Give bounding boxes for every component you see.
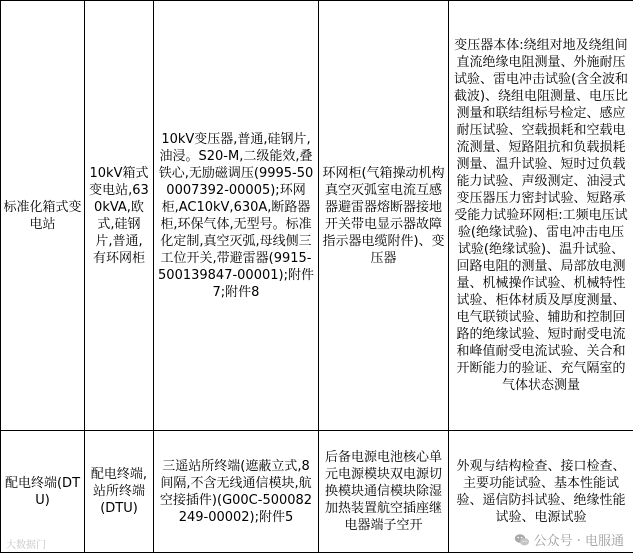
watermark-right	[511, 529, 627, 550]
standard-spec: 三遥站所终端(遮蔽立式,8间隔,不含无线通信模块,航空接插件)(G00C-500082249-00002);附件5	[159, 458, 313, 525]
test-items-cell	[449, 1, 633, 431]
equipment-spec-cell	[85, 1, 154, 431]
standard-spec-cell	[154, 431, 319, 553]
standard-spec: 10kV变压器,普通,硅钢片,油浸。S20-M,二级能效,叠铁心,无励磁调压(9995-500007392-00005);环网柜,AC10kV,630A,断路器柜,环保气体,无型号。标准化定制,真空灭弧,母线侧三工位开关,带避雷器(9915-500139847-00001);附件7;附件8	[158, 131, 314, 300]
equipment-name: 标准化箱式变电站	[3, 199, 82, 232]
test-items: 变压器本体:绕组对地及绕组间直流绝缘电阻测量、外施耐压试验、雷电冲击试验(含全波和截波)、绕组电阻测量、电压比测量和联结组标号检定、感应耐压试验、空载损耗和空载电流测量、短路阻抗和负载损耗测量、温升试验、短时过负载能力试验、声级测定、油浸式变压器压力密封试验、短路承受能力试验环网柜:工频电压试验(绝缘试验)、雷电冲击电压试验(绝缘试验)、温升试验、回路电阻的测量、局部放电测量、机械操作试验、机械特性试验、柜体材质及厚度测量、电气联锁试验、辅助和控制回路的绝缘试验、短时耐受电流和峰值耐受电流试验、关合和开断能力的验证、充气隔室的气体状态测量	[453, 38, 629, 393]
equipment-spec: 10kV箱式变电站,630kVA,欧式,硅钢片,普通,有环网柜	[89, 165, 149, 266]
equipment-spec: 配电终端,站所终端(DTU)	[90, 467, 148, 516]
equipment-name-cell	[1, 431, 85, 553]
watermark-left: 大数据门	[6, 540, 46, 551]
equipment-spec-cell	[85, 431, 154, 553]
equipment-name-cell	[1, 1, 85, 431]
components-cell	[319, 431, 449, 553]
table-row	[1, 1, 633, 431]
equipment-name: 配电终端(DTU)	[4, 475, 81, 508]
watermark-right-text: 公众号 · 电服通	[533, 534, 624, 549]
components-cell	[319, 1, 449, 431]
components: 后备电源电池核心单元电源模块双电源切换模块通信模块除湿加热装置航空插座继电器端子空开	[324, 450, 442, 533]
wechat-icon	[514, 532, 530, 548]
standard-spec-cell	[154, 1, 319, 431]
test-items: 外观与结构检查、接口检查、主要功能试验、基本性能试验、遥信防抖试验、绝缘性能试验、电源试验	[456, 458, 626, 525]
components: 环网柜(气箱操动机构真空灭弧室电流互感器避雷器熔断器接地开关带电显示器故障指示器电缆附件)、变压器	[322, 165, 445, 266]
